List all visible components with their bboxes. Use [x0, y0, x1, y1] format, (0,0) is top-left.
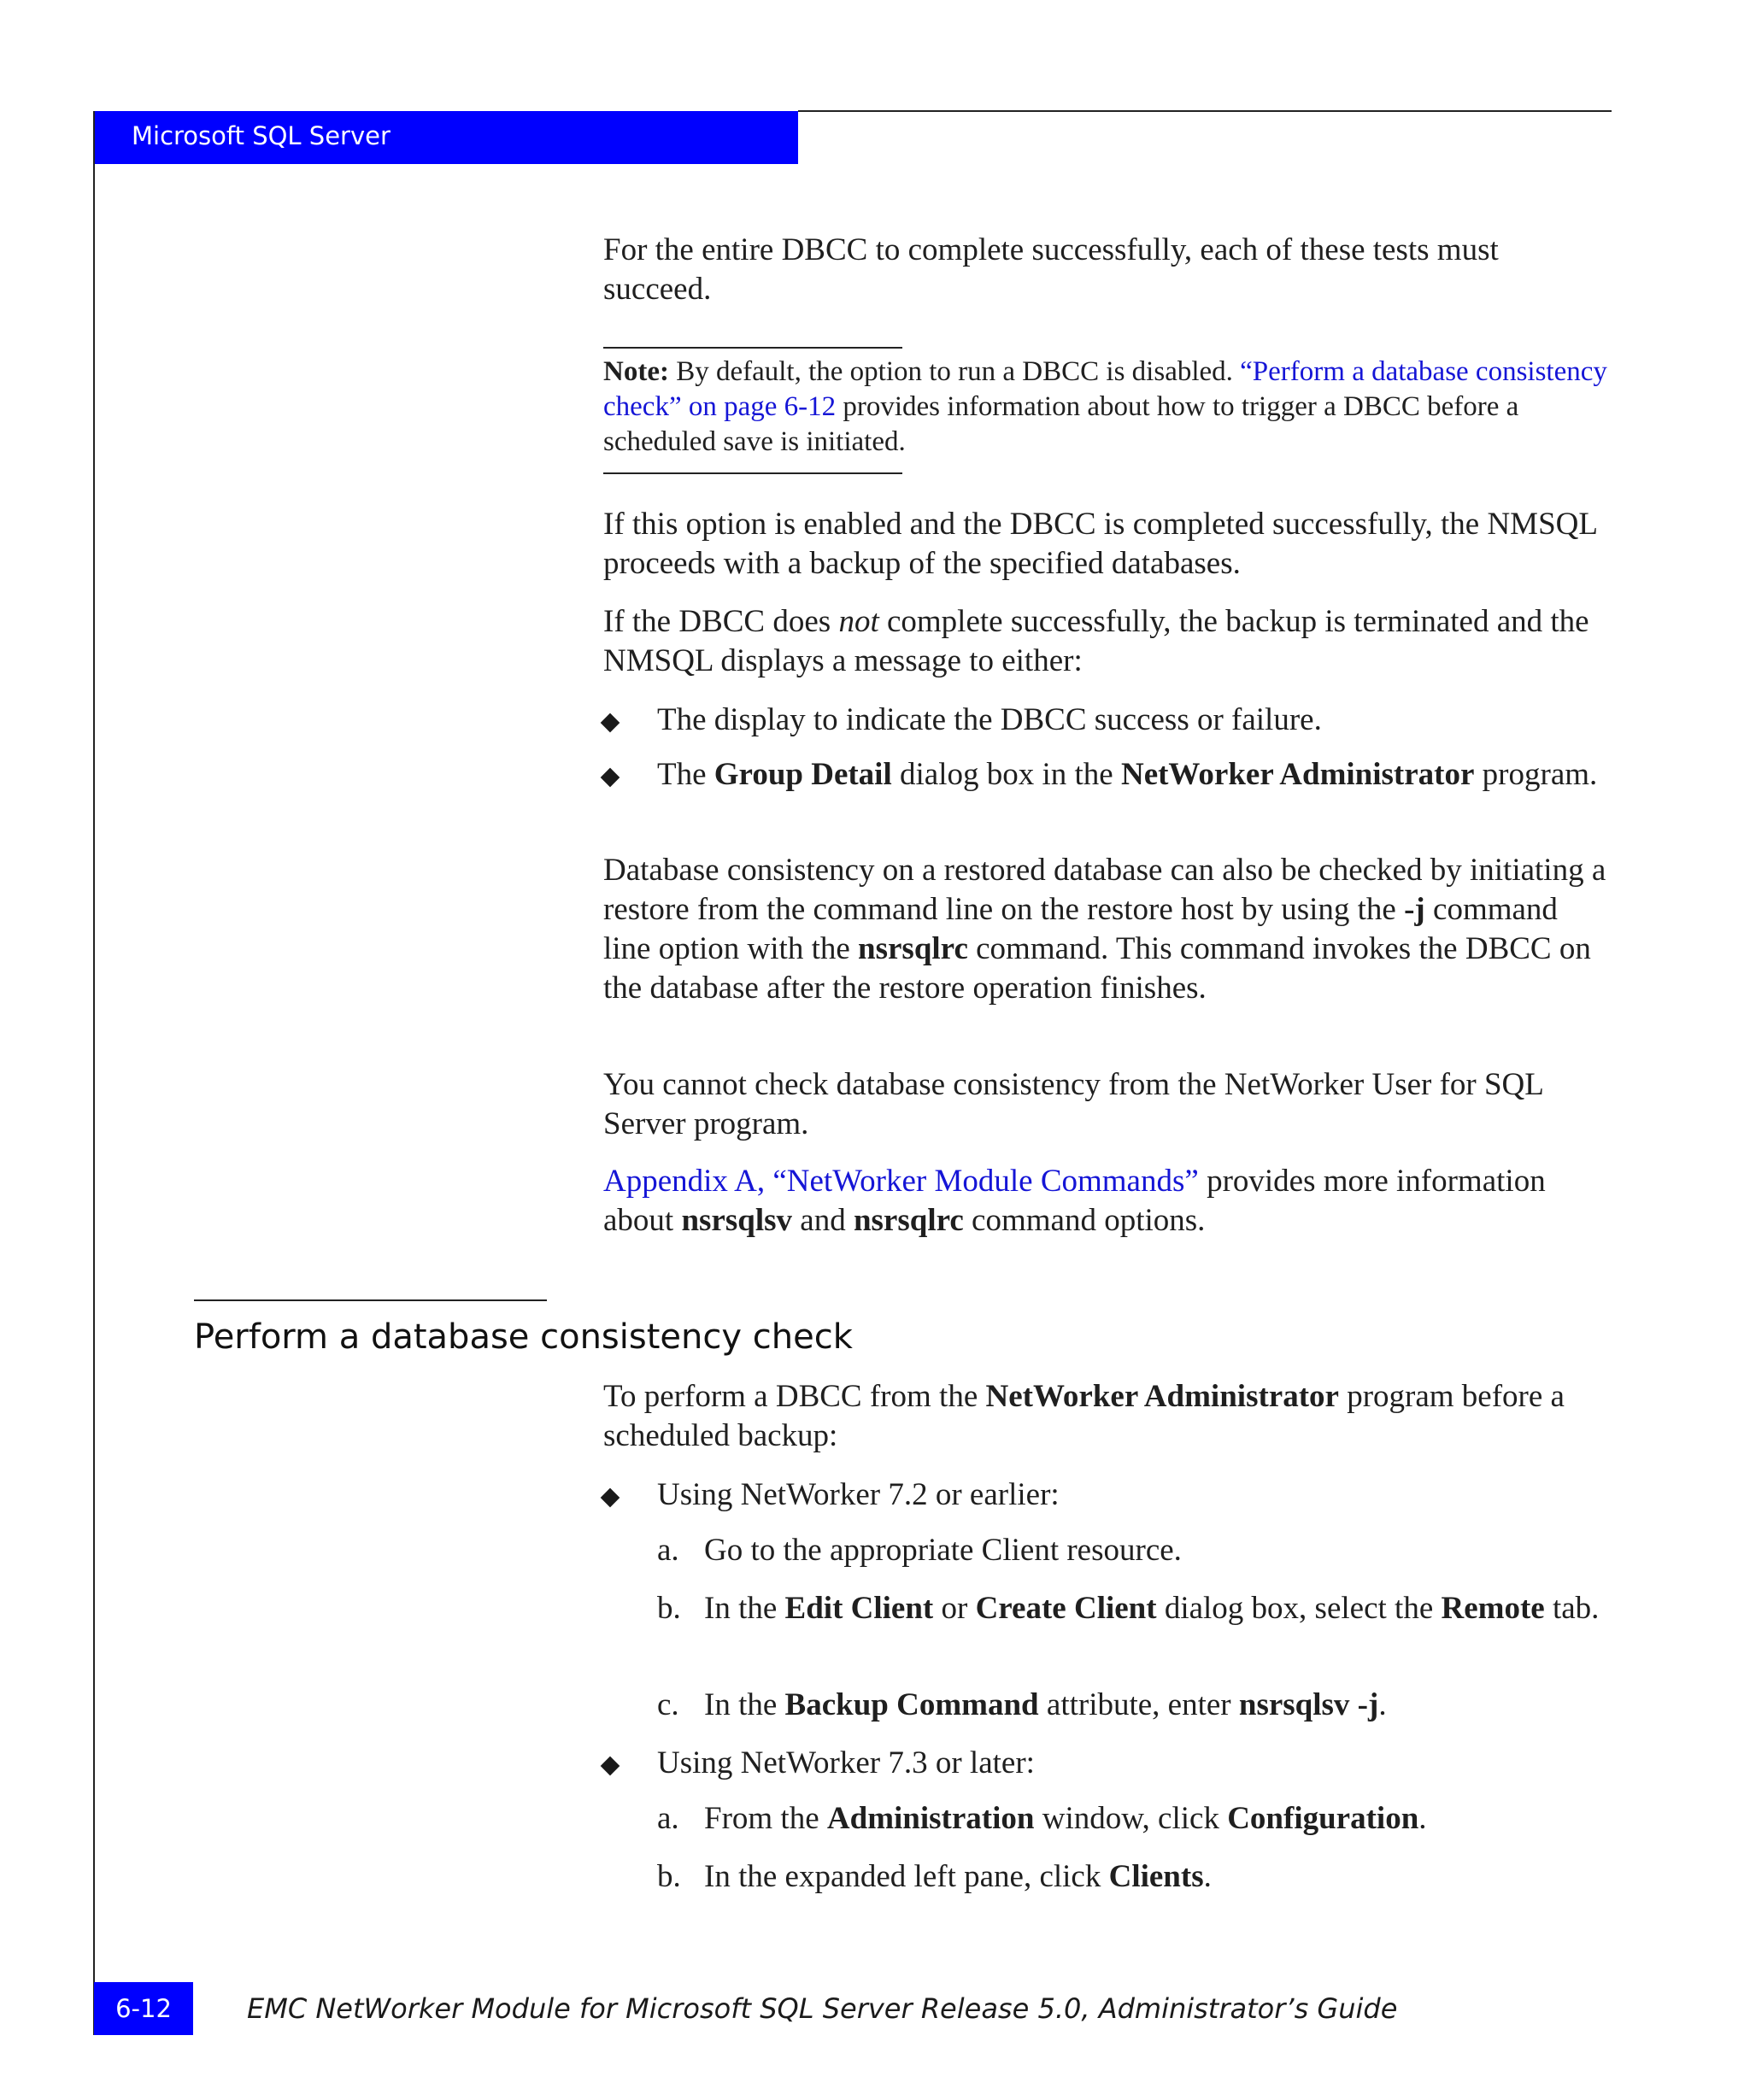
paragraph-networker-user: You cannot check database consistency from the NetWorker User for SQL Server program. [603, 1067, 1543, 1141]
bullet-item: The Group Detail dialog box in the NetWorker Administrator program. [657, 757, 1598, 792]
page-number: 6-12 [115, 1994, 172, 2023]
header-rule [798, 110, 1612, 112]
bullet-diamond-icon [601, 713, 620, 733]
bullet-item: Using NetWorker 7.2 or earlier: [657, 1477, 1060, 1512]
page-number-box [94, 1982, 193, 2035]
bullet-diamond-icon [601, 1757, 620, 1776]
step-item: a. From the Administration window, click Configuration. [657, 1801, 1427, 1836]
step-item: a. Go to the appropriate Client resource. [657, 1533, 1182, 1568]
step-item: b. In the Edit Client or Create Client dialog box, select the Remote tab. [657, 1591, 1600, 1626]
note-label: Note: [603, 356, 669, 387]
section-heading: Perform a database consistency check [194, 1317, 853, 1357]
step-item: b. In the expanded left pane, click Clients. [657, 1859, 1212, 1894]
appendix-a-link[interactable]: Appendix A, “NetWorker Module Commands” [603, 1164, 1199, 1199]
bullet-diamond-icon [601, 768, 620, 788]
step-item: c. In the Backup Command attribute, enter nsrsqlsv -j. [657, 1687, 1387, 1722]
paragraph-dbcc-enabled: If this option is enabled and the DBCC is completed successfully, the NMSQL proceeds with a backup of the specified databases. [603, 507, 1597, 581]
running-header-tab [94, 111, 798, 164]
paragraph-appendix-reference: Appendix A, “NetWorker Module Commands” provides more information about nsrsqlsv and nsrsqlrc command options. [603, 1164, 1546, 1238]
running-header-title: Microsoft SQL Server [132, 121, 391, 150]
bullet-diamond-icon [601, 1488, 620, 1508]
intro-paragraph: For the entire DBCC to complete successfully, each of these tests must succeed. [603, 232, 1499, 307]
paragraph-restore-consistency: Database consistency on a restored database can also be checked by initiating a restore from the command line on the restore host by using the -j command line option with the nsrsqlrc command. This command invokes the DBCC on the database after the restore operation finishes. [603, 853, 1606, 1006]
note-block: Note: By default, the option to run a DBCC is disabled. “Perform a database consistency check” on page 6-12 provides information about how to trigger a DBCC before a scheduled save is initiated. [603, 356, 1607, 457]
note-top-rule [603, 347, 902, 349]
footer-title: EMC NetWorker Module for Microsoft SQL Server Release 5.0, Administrator’s Guide [247, 1992, 1398, 2025]
section-intro-paragraph: To perform a DBCC from the NetWorker Administrator program before a scheduled backup: [603, 1379, 1565, 1453]
section-rule [194, 1299, 547, 1301]
bullet-item: The display to indicate the DBCC success or failure. [657, 702, 1322, 737]
note-bottom-rule [603, 472, 902, 474]
paragraph-dbcc-failure: If the DBCC does not complete successfully, the backup is terminated and the NMSQL displays a message to either: [603, 604, 1589, 678]
left-margin-rule [93, 111, 95, 2035]
note-cross-reference-link[interactable]: “Perform a database consistency check” on page 6-12 [603, 356, 1607, 422]
bullet-item: Using NetWorker 7.3 or later: [657, 1745, 1035, 1780]
